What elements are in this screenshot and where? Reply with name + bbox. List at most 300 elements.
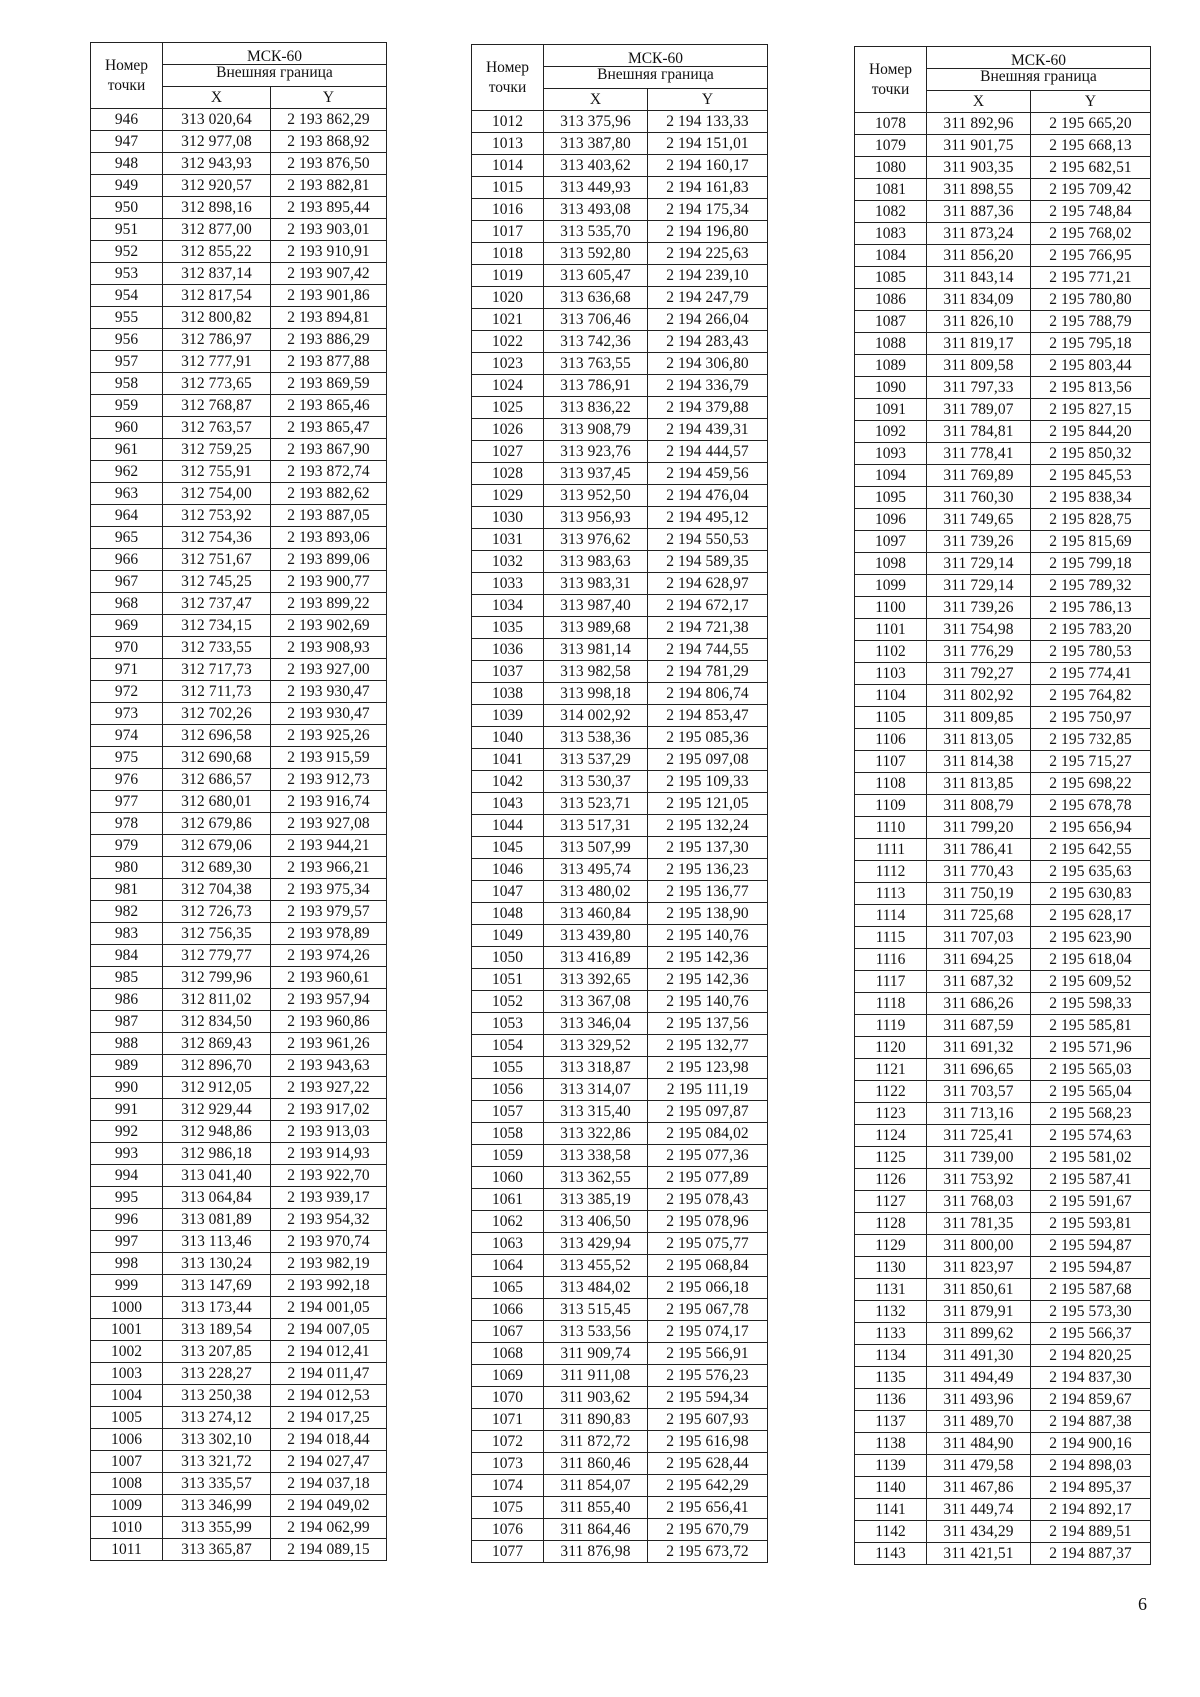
x-coordinate-cell: 311 449,74 <box>927 1499 1031 1521</box>
table-row <box>472 397 768 419</box>
table-row <box>855 267 1151 289</box>
x-coordinate-cell: 313 375,96 <box>544 111 648 133</box>
x-coordinate-cell: 312 800,82 <box>163 307 271 329</box>
x-coordinate-cell: 311 484,90 <box>927 1433 1031 1455</box>
point-number-cell: 1027 <box>472 441 544 463</box>
point-number-cell: 956 <box>91 329 163 351</box>
table-row <box>855 641 1151 663</box>
x-coordinate-cell: 311 729,14 <box>927 553 1031 575</box>
point-number-cell: 1058 <box>472 1123 544 1145</box>
table-row <box>91 1517 387 1539</box>
boundary-header: Внешняя граница <box>544 67 768 89</box>
table-row <box>855 861 1151 883</box>
x-coordinate-cell: 311 876,98 <box>544 1541 648 1563</box>
x-coordinate-cell: 313 956,93 <box>544 507 648 529</box>
y-coordinate-cell: 2 193 886,29 <box>271 329 387 351</box>
table-row <box>472 749 768 771</box>
x-coordinate-cell: 313 987,40 <box>544 595 648 617</box>
y-coordinate-cell: 2 195 075,77 <box>648 1233 768 1255</box>
point-number-cell: 1011 <box>91 1539 163 1561</box>
x-coordinate-cell: 313 315,40 <box>544 1101 648 1123</box>
y-header: Y <box>648 89 768 111</box>
table-row <box>855 1125 1151 1147</box>
x-coordinate-cell: 313 908,79 <box>544 419 648 441</box>
point-number-cell: 996 <box>91 1209 163 1231</box>
table-row <box>91 945 387 967</box>
y-coordinate-cell: 2 194 160,17 <box>648 155 768 177</box>
point-number-cell: 977 <box>91 791 163 813</box>
point-number-cell: 1054 <box>472 1035 544 1057</box>
x-coordinate-cell: 311 739,26 <box>927 531 1031 553</box>
y-coordinate-cell: 2 194 820,25 <box>1031 1345 1151 1367</box>
point-number-cell: 954 <box>91 285 163 307</box>
table-row <box>91 395 387 417</box>
x-coordinate-cell: 311 725,68 <box>927 905 1031 927</box>
x-coordinate-cell: 311 873,24 <box>927 223 1031 245</box>
y-coordinate-cell: 2 195 709,42 <box>1031 179 1151 201</box>
x-coordinate-cell: 312 763,57 <box>163 417 271 439</box>
point-number-cell: 1034 <box>472 595 544 617</box>
table-row <box>855 1191 1151 1213</box>
x-coordinate-cell: 313 064,84 <box>163 1187 271 1209</box>
table-row <box>472 793 768 815</box>
y-coordinate-cell: 2 194 196,80 <box>648 221 768 243</box>
point-number-cell: 1116 <box>855 949 927 971</box>
y-coordinate-cell: 2 195 642,29 <box>648 1475 768 1497</box>
x-coordinate-cell: 312 745,25 <box>163 571 271 593</box>
table-row <box>472 1497 768 1519</box>
point-number-cell: 1052 <box>472 991 544 1013</box>
x-coordinate-cell: 312 817,54 <box>163 285 271 307</box>
x-coordinate-cell: 312 768,87 <box>163 395 271 417</box>
table-row <box>855 773 1151 795</box>
point-number-cell: 1028 <box>472 463 544 485</box>
y-coordinate-cell: 2 193 894,81 <box>271 307 387 329</box>
y-coordinate-cell: 2 195 813,56 <box>1031 377 1151 399</box>
x-coordinate-cell: 311 800,00 <box>927 1235 1031 1257</box>
point-number-cell: 1055 <box>472 1057 544 1079</box>
point-number-cell: 1135 <box>855 1367 927 1389</box>
point-number-cell: 974 <box>91 725 163 747</box>
point-number-cell: 1063 <box>472 1233 544 1255</box>
table-row <box>472 1431 768 1453</box>
table-row <box>472 1519 768 1541</box>
table-row <box>91 1231 387 1253</box>
x-coordinate-cell: 311 792,27 <box>927 663 1031 685</box>
table-row <box>91 527 387 549</box>
y-coordinate-cell: 2 194 859,67 <box>1031 1389 1151 1411</box>
point-number-cell: 1072 <box>472 1431 544 1453</box>
x-coordinate-cell: 311 434,29 <box>927 1521 1031 1543</box>
y-coordinate-cell: 2 195 799,18 <box>1031 553 1151 575</box>
table-row <box>91 571 387 593</box>
y-coordinate-cell: 2 193 887,05 <box>271 505 387 527</box>
y-coordinate-cell: 2 194 037,18 <box>271 1473 387 1495</box>
point-number-cell: 998 <box>91 1253 163 1275</box>
x-coordinate-cell: 313 147,69 <box>163 1275 271 1297</box>
table-row <box>91 1429 387 1451</box>
y-coordinate-cell: 2 195 668,13 <box>1031 135 1151 157</box>
table-row <box>472 1365 768 1387</box>
y-coordinate-cell: 2 193 867,90 <box>271 439 387 461</box>
table-row <box>472 1409 768 1431</box>
table-row <box>91 703 387 725</box>
point-number-cell: 1095 <box>855 487 927 509</box>
table-row <box>91 1033 387 1055</box>
table-row <box>855 553 1151 575</box>
y-coordinate-cell: 2 193 865,46 <box>271 395 387 417</box>
point-number-cell: 1104 <box>855 685 927 707</box>
y-coordinate-cell: 2 193 961,26 <box>271 1033 387 1055</box>
point-number-cell: 1136 <box>855 1389 927 1411</box>
coordinate-system-header: МСК-60 <box>163 43 387 65</box>
table-row <box>472 1035 768 1057</box>
x-coordinate-cell: 313 020,64 <box>163 109 271 131</box>
point-number-cell: 1014 <box>472 155 544 177</box>
table-row <box>91 219 387 241</box>
x-coordinate-cell: 311 856,20 <box>927 245 1031 267</box>
x-coordinate-cell: 313 429,94 <box>544 1233 648 1255</box>
table-row <box>472 947 768 969</box>
y-coordinate-cell: 2 194 887,37 <box>1031 1543 1151 1565</box>
x-coordinate-cell: 313 406,50 <box>544 1211 648 1233</box>
table-row <box>472 287 768 309</box>
x-coordinate-cell: 311 872,72 <box>544 1431 648 1453</box>
point-number-cell: 965 <box>91 527 163 549</box>
point-number-cell: 980 <box>91 857 163 879</box>
point-number-cell: 1071 <box>472 1409 544 1431</box>
x-header: X <box>163 87 271 109</box>
y-coordinate-cell: 2 194 012,41 <box>271 1341 387 1363</box>
x-coordinate-cell: 313 495,74 <box>544 859 648 881</box>
point-number-cell: 1129 <box>855 1235 927 1257</box>
x-coordinate-cell: 312 753,92 <box>163 505 271 527</box>
x-coordinate-cell: 311 725,41 <box>927 1125 1031 1147</box>
x-coordinate-cell: 312 690,68 <box>163 747 271 769</box>
y-coordinate-cell: 2 193 992,18 <box>271 1275 387 1297</box>
y-coordinate-cell: 2 195 748,84 <box>1031 201 1151 223</box>
x-coordinate-cell: 312 702,26 <box>163 703 271 725</box>
table-row <box>855 1059 1151 1081</box>
table-row <box>91 1539 387 1561</box>
point-number-cell: 1084 <box>855 245 927 267</box>
point-number-cell: 1022 <box>472 331 544 353</box>
point-number-cell: 1079 <box>855 135 927 157</box>
table-row <box>472 837 768 859</box>
point-number-cell: 1061 <box>472 1189 544 1211</box>
table-row <box>855 971 1151 993</box>
point-number-cell: 1066 <box>472 1299 544 1321</box>
x-coordinate-cell: 312 755,91 <box>163 461 271 483</box>
y-coordinate-cell: 2 195 838,34 <box>1031 487 1151 509</box>
y-coordinate-cell: 2 193 877,88 <box>271 351 387 373</box>
table-row <box>472 1233 768 1255</box>
y-coordinate-cell: 2 194 459,56 <box>648 463 768 485</box>
y-coordinate-cell: 2 195 665,20 <box>1031 113 1151 135</box>
y-coordinate-cell: 2 194 898,03 <box>1031 1455 1151 1477</box>
y-coordinate-cell: 2 193 979,57 <box>271 901 387 923</box>
coordinates-table-body <box>91 109 387 1561</box>
point-number-header <box>472 45 544 111</box>
table-row <box>472 727 768 749</box>
x-coordinate-cell: 311 750,19 <box>927 883 1031 905</box>
point-number-cell: 1138 <box>855 1433 927 1455</box>
table-row <box>472 529 768 551</box>
point-number-cell: 1043 <box>472 793 544 815</box>
point-number-cell: 1056 <box>472 1079 544 1101</box>
x-coordinate-cell: 313 403,62 <box>544 155 648 177</box>
point-number-cell: 1068 <box>472 1343 544 1365</box>
point-number-header <box>855 47 927 113</box>
y-coordinate-cell: 2 193 900,77 <box>271 571 387 593</box>
x-coordinate-cell: 311 489,70 <box>927 1411 1031 1433</box>
point-number-cell: 1127 <box>855 1191 927 1213</box>
x-coordinate-cell: 313 362,55 <box>544 1167 648 1189</box>
table-row <box>91 1473 387 1495</box>
x-coordinate-cell: 313 130,24 <box>163 1253 271 1275</box>
table-row <box>91 417 387 439</box>
y-coordinate-cell: 2 194 089,15 <box>271 1539 387 1561</box>
table-row <box>91 109 387 131</box>
table-row <box>472 441 768 463</box>
x-coordinate-cell: 313 517,31 <box>544 815 648 837</box>
table-row <box>91 439 387 461</box>
point-number-cell: 1117 <box>855 971 927 993</box>
point-number-cell: 1019 <box>472 265 544 287</box>
point-number-cell: 1009 <box>91 1495 163 1517</box>
point-number-cell: 1112 <box>855 861 927 883</box>
y-coordinate-cell: 2 194 336,79 <box>648 375 768 397</box>
coordinate-system-header: МСК-60 <box>927 47 1151 69</box>
point-number-cell: 1080 <box>855 157 927 179</box>
y-coordinate-cell: 2 194 495,12 <box>648 507 768 529</box>
y-coordinate-cell: 2 193 872,74 <box>271 461 387 483</box>
point-number-cell: 1012 <box>472 111 544 133</box>
point-number-cell: 1082 <box>855 201 927 223</box>
table-row <box>472 1123 768 1145</box>
point-number-cell: 1077 <box>472 1541 544 1563</box>
y-coordinate-cell: 2 195 097,87 <box>648 1101 768 1123</box>
point-number-cell: 1093 <box>855 443 927 465</box>
point-number-cell: 1016 <box>472 199 544 221</box>
y-coordinate-cell: 2 195 576,23 <box>648 1365 768 1387</box>
point-number-cell: 958 <box>91 373 163 395</box>
table-row <box>472 1189 768 1211</box>
point-number-cell: 1001 <box>91 1319 163 1341</box>
point-number-cell: 1041 <box>472 749 544 771</box>
x-coordinate-cell: 311 784,81 <box>927 421 1031 443</box>
y-coordinate-cell: 2 195 628,17 <box>1031 905 1151 927</box>
x-coordinate-cell: 311 687,59 <box>927 1015 1031 1037</box>
point-number-cell: 1083 <box>855 223 927 245</box>
y-coordinate-cell: 2 195 623,90 <box>1031 927 1151 949</box>
table-row <box>472 485 768 507</box>
table-row <box>472 1167 768 1189</box>
point-number-cell: 1108 <box>855 773 927 795</box>
x-coordinate-cell: 312 799,96 <box>163 967 271 989</box>
table-row <box>472 1387 768 1409</box>
x-coordinate-cell: 311 494,49 <box>927 1367 1031 1389</box>
point-number-cell: 1045 <box>472 837 544 859</box>
table-row <box>472 683 768 705</box>
point-number-cell: 1073 <box>472 1453 544 1475</box>
y-coordinate-cell: 2 193 930,47 <box>271 681 387 703</box>
y-coordinate-cell: 2 194 161,83 <box>648 177 768 199</box>
table-row <box>472 1079 768 1101</box>
point-number-cell: 1020 <box>472 287 544 309</box>
table-row <box>855 1235 1151 1257</box>
table-row <box>855 1389 1151 1411</box>
table-row <box>855 1411 1151 1433</box>
x-coordinate-cell: 313 493,08 <box>544 199 648 221</box>
table-row <box>855 707 1151 729</box>
x-coordinate-cell: 313 982,58 <box>544 661 648 683</box>
table-row <box>91 857 387 879</box>
point-number-cell: 949 <box>91 175 163 197</box>
y-coordinate-cell: 2 193 975,34 <box>271 879 387 901</box>
y-coordinate-cell: 2 194 018,44 <box>271 1429 387 1451</box>
point-number-header-line1: Номер <box>485 59 530 77</box>
point-number-cell: 1120 <box>855 1037 927 1059</box>
table-row <box>472 925 768 947</box>
point-number-cell: 1015 <box>472 177 544 199</box>
table-row <box>472 771 768 793</box>
x-coordinate-cell: 312 779,77 <box>163 945 271 967</box>
point-number-cell: 1113 <box>855 883 927 905</box>
x-coordinate-cell: 313 976,62 <box>544 529 648 551</box>
y-coordinate-cell: 2 194 589,35 <box>648 551 768 573</box>
y-coordinate-cell: 2 195 786,13 <box>1031 597 1151 619</box>
y-coordinate-cell: 2 194 853,47 <box>648 705 768 727</box>
point-number-cell: 1140 <box>855 1477 927 1499</box>
y-coordinate-cell: 2 193 922,70 <box>271 1165 387 1187</box>
table-row <box>91 879 387 901</box>
x-coordinate-cell: 313 367,08 <box>544 991 648 1013</box>
y-coordinate-cell: 2 195 783,20 <box>1031 619 1151 641</box>
table-row <box>472 353 768 375</box>
point-number-cell: 1051 <box>472 969 544 991</box>
y-coordinate-cell: 2 195 766,95 <box>1031 245 1151 267</box>
x-coordinate-cell: 313 742,36 <box>544 331 648 353</box>
x-coordinate-cell: 312 759,25 <box>163 439 271 461</box>
y-coordinate-cell: 2 194 476,04 <box>648 485 768 507</box>
y-coordinate-cell: 2 193 927,00 <box>271 659 387 681</box>
x-coordinate-cell: 311 493,96 <box>927 1389 1031 1411</box>
table-row <box>855 245 1151 267</box>
table-row <box>91 241 387 263</box>
x-coordinate-cell: 311 843,14 <box>927 267 1031 289</box>
x-coordinate-cell: 311 808,79 <box>927 795 1031 817</box>
y-coordinate-cell: 2 195 768,02 <box>1031 223 1151 245</box>
x-coordinate-cell: 313 338,58 <box>544 1145 648 1167</box>
point-number-cell: 1030 <box>472 507 544 529</box>
point-number-cell: 1023 <box>472 353 544 375</box>
x-coordinate-cell: 311 713,16 <box>927 1103 1031 1125</box>
y-coordinate-cell: 2 195 618,04 <box>1031 949 1151 971</box>
y-coordinate-cell: 2 195 803,44 <box>1031 355 1151 377</box>
point-number-cell: 1006 <box>91 1429 163 1451</box>
y-coordinate-cell: 2 194 062,99 <box>271 1517 387 1539</box>
point-number-cell: 982 <box>91 901 163 923</box>
table-row <box>855 817 1151 839</box>
point-number-cell: 1085 <box>855 267 927 289</box>
y-coordinate-cell: 2 194 175,34 <box>648 199 768 221</box>
x-coordinate-cell: 313 535,70 <box>544 221 648 243</box>
coordinate-system-header: МСК-60 <box>544 45 768 67</box>
x-coordinate-cell: 313 460,84 <box>544 903 648 925</box>
x-coordinate-cell: 313 321,72 <box>163 1451 271 1473</box>
x-coordinate-cell: 311 739,00 <box>927 1147 1031 1169</box>
y-coordinate-cell: 2 194 892,17 <box>1031 1499 1151 1521</box>
table-row <box>472 155 768 177</box>
point-number-cell: 951 <box>91 219 163 241</box>
point-number-cell: 1141 <box>855 1499 927 1521</box>
x-coordinate-cell: 311 903,62 <box>544 1387 648 1409</box>
point-number-cell: 952 <box>91 241 163 263</box>
table-row <box>472 111 768 133</box>
point-number-cell: 1107 <box>855 751 927 773</box>
x-coordinate-cell: 313 335,57 <box>163 1473 271 1495</box>
table-row <box>91 1143 387 1165</box>
y-coordinate-cell: 2 193 974,26 <box>271 945 387 967</box>
y-coordinate-cell: 2 195 670,79 <box>648 1519 768 1541</box>
x-coordinate-cell: 311 797,33 <box>927 377 1031 399</box>
y-coordinate-cell: 2 195 067,78 <box>648 1299 768 1321</box>
y-coordinate-cell: 2 195 097,08 <box>648 749 768 771</box>
y-coordinate-cell: 2 193 893,06 <box>271 527 387 549</box>
point-number-cell: 978 <box>91 813 163 835</box>
point-number-cell: 990 <box>91 1077 163 1099</box>
y-coordinate-cell: 2 195 780,80 <box>1031 289 1151 311</box>
point-number-cell: 1115 <box>855 927 927 949</box>
x-coordinate-cell: 311 826,10 <box>927 311 1031 333</box>
table-row <box>91 1011 387 1033</box>
x-coordinate-cell: 311 691,32 <box>927 1037 1031 1059</box>
table-row <box>91 197 387 219</box>
y-coordinate-cell: 2 193 982,19 <box>271 1253 387 1275</box>
x-coordinate-cell: 311 799,20 <box>927 817 1031 839</box>
y-coordinate-cell: 2 194 225,63 <box>648 243 768 265</box>
y-coordinate-cell: 2 194 439,31 <box>648 419 768 441</box>
y-coordinate-cell: 2 193 966,21 <box>271 857 387 879</box>
x-coordinate-cell: 311 707,03 <box>927 927 1031 949</box>
point-number-cell: 1094 <box>855 465 927 487</box>
point-number-cell: 1029 <box>472 485 544 507</box>
point-number-cell: 1040 <box>472 727 544 749</box>
x-coordinate-cell: 311 768,03 <box>927 1191 1031 1213</box>
y-coordinate-cell: 2 195 587,68 <box>1031 1279 1151 1301</box>
x-coordinate-cell: 313 081,89 <box>163 1209 271 1231</box>
point-number-header-line2: точки <box>107 76 146 94</box>
y-coordinate-cell: 2 194 007,05 <box>271 1319 387 1341</box>
x-coordinate-cell: 312 986,18 <box>163 1143 271 1165</box>
x-coordinate-cell: 311 834,09 <box>927 289 1031 311</box>
x-coordinate-cell: 311 809,85 <box>927 707 1031 729</box>
point-number-cell: 1092 <box>855 421 927 443</box>
point-number-cell: 1013 <box>472 133 544 155</box>
coordinates-table-body <box>855 113 1151 1565</box>
table-row <box>472 221 768 243</box>
x-coordinate-cell: 312 754,36 <box>163 527 271 549</box>
x-coordinate-cell: 311 686,26 <box>927 993 1031 1015</box>
table-row <box>855 1015 1151 1037</box>
y-coordinate-cell: 2 193 865,47 <box>271 417 387 439</box>
x-coordinate-cell: 313 507,99 <box>544 837 648 859</box>
x-coordinate-cell: 313 592,80 <box>544 243 648 265</box>
table-row <box>855 1455 1151 1477</box>
x-coordinate-cell: 312 704,38 <box>163 879 271 901</box>
table-row <box>472 1321 768 1343</box>
